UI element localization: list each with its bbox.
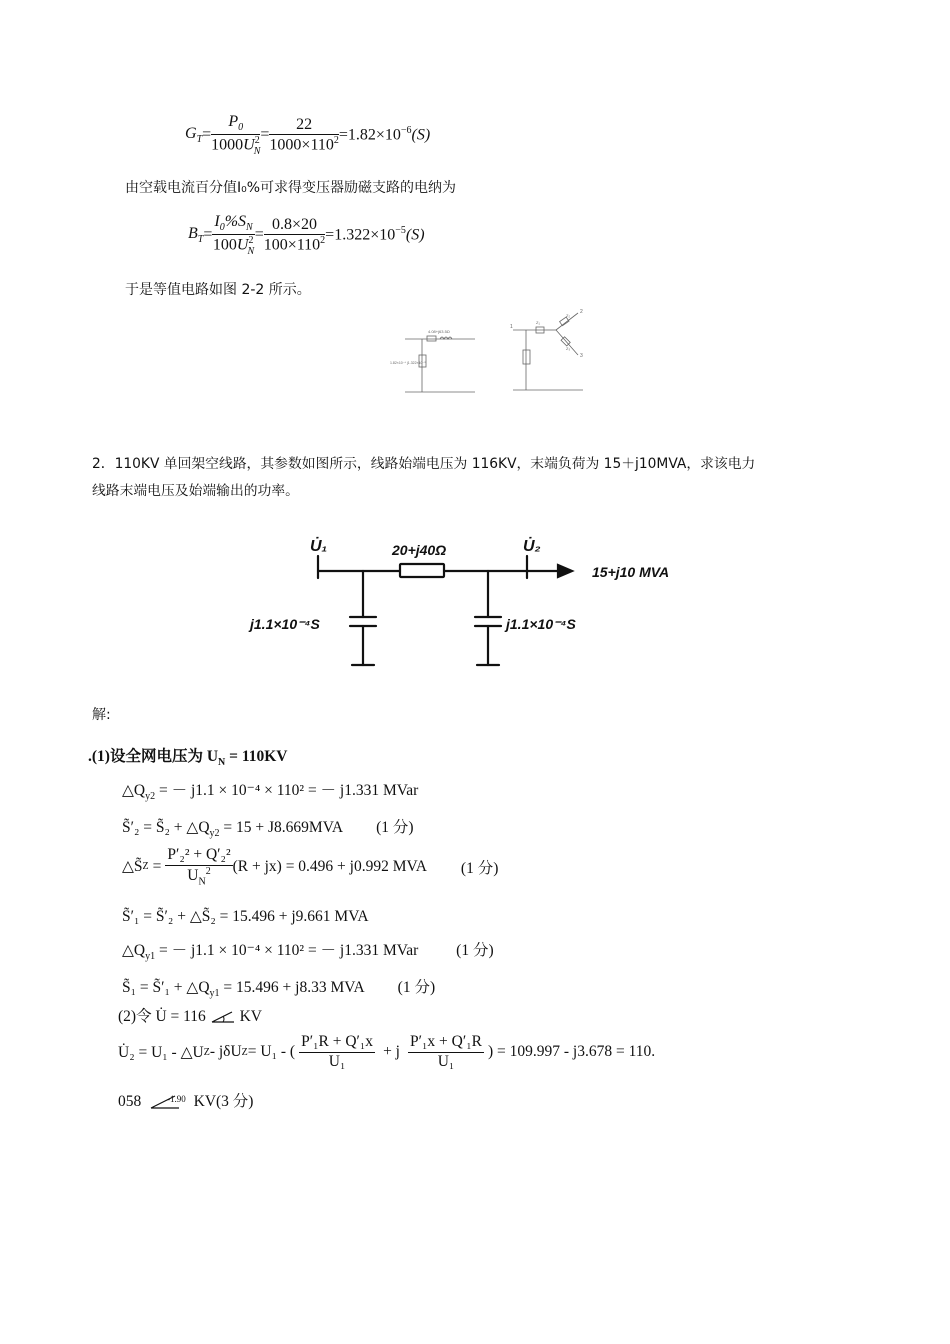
figure-2-2-left-circuit bbox=[390, 322, 480, 402]
bt-lhs: $B_T$ bbox=[188, 224, 204, 245]
circuit-impedance-label: 20+j40Ω bbox=[392, 542, 447, 558]
circuit-u1-label: U̇₁ bbox=[310, 538, 328, 555]
fig22-node-1: 1 bbox=[510, 324, 513, 330]
solution-line-6: $\triangle Q_{y1}$ = － j1.1 × 10⁻⁴ × 110² = － j1.331 MVar (1 分) bbox=[122, 942, 494, 963]
bt-result: $=1.322\times 10^{-5}(S)$ bbox=[325, 225, 425, 244]
solution-line-2: $\triangle Q_{y2}$ = － j1.1 × 10⁻⁴ × 110² = － j1.331 MVar bbox=[122, 782, 419, 803]
gt-fraction-2: $\frac{22}{1000\times 110^2}$ bbox=[269, 116, 339, 154]
bt-fraction-1: $\frac{I_0\%S_N}{100U^2_N}$ bbox=[212, 213, 255, 257]
problem-2-line-2: 线路末端电压及始端输出的功率。 bbox=[92, 483, 299, 499]
figure-2-2-right-circuit bbox=[508, 305, 593, 400]
gt-result: $=1.82\times 10^{-6}(S)$ bbox=[338, 125, 431, 144]
fig22-left-branch-label: 1.82×10⁻⁶ j1.322×10⁻⁵ bbox=[390, 361, 426, 365]
gt-equation: $G_T$ = $\frac{P_0}{1000U^2_N}$ = $\frac{22}{1000\times 110^2}$ $=1.82\times 10^{-6}(S)$ bbox=[185, 113, 431, 157]
bt-fraction-2: $\frac{0.8\times 20}{100\times 110^2}$ bbox=[263, 216, 326, 254]
solution-line-5: S̃′₁ = S̃′₂ + △S̃₂ = 15.496 + j9.661 MVA bbox=[122, 908, 369, 925]
gt-lhs: $G_T$ bbox=[185, 124, 203, 145]
solution-line-1: .(1)设全网电压为 $U_N = 110KV$ bbox=[88, 748, 288, 769]
solution-line-4-fraction: $\frac{\text{P′₂² + Q′₂²}}{U_N^2}$ bbox=[167, 846, 231, 887]
fig22-left-top-label: 4.08+j63.5Ω bbox=[428, 329, 450, 334]
circuit-load-label: 15+j10 MVA bbox=[592, 564, 670, 580]
transmission-line-circuit bbox=[240, 525, 720, 685]
bt-intro-paragraph: 由空载电流百分值I₀%可求得变压器励磁支路的电纳为 bbox=[125, 180, 457, 196]
circuit-u2-label: U̇₂ bbox=[523, 538, 541, 555]
solution-label: 解: bbox=[92, 707, 111, 723]
fig22-z2: Z₂ bbox=[566, 313, 570, 318]
solution-line-3: S̃′₂ = S̃₂ + $\triangle Q_{y2} = 15 + J8.669MVA$ (1 分) bbox=[122, 819, 414, 840]
solution-line-10: 058 $^{-1.90}$ KV(3 分) bbox=[118, 1093, 254, 1110]
angle-symbol bbox=[210, 1010, 236, 1024]
fig22-node-3: 3 bbox=[580, 353, 583, 359]
fig22-z3: Z₃ bbox=[566, 346, 571, 351]
figure-reference-paragraph: 于是等值电路如图 2-2 所示。 bbox=[125, 282, 311, 298]
bt-equation: $B_T$ = $\frac{I_0\%S_N}{100U^2_N}$ = $\frac{0.8\times 20}{100\times 110^2}$ $=1.322\times 10^{-5}(S)$ bbox=[188, 213, 425, 257]
circuit-left-capacitor-label: j1.1×10⁻⁴S bbox=[250, 616, 320, 632]
problem-2-line-1: 2．110KV 单回架空线路，其参数如图所示，线路始端电压为 116KV，末端负荷为 15＋j10MVA，求该电力 bbox=[92, 456, 756, 472]
solution-line-9: U̇₂ = U₁ - △U Z - jδU Z = U₁ - ( $\frac{\text{P′₁R + Q′₁x}}{\text{U₁}}$ + j $\frac{\text{P′₁x + Q′₁R}}{\text{U₁}}$ ) = 109.997 - j3.678 = 110. bbox=[118, 1033, 656, 1070]
circuit-right-capacitor-label: j1.1×10⁻⁴S bbox=[506, 616, 576, 632]
gt-fraction-1: $\frac{P_0}{1000U^2_N}$ bbox=[211, 113, 261, 157]
solution-line-9-fraction-1: $\frac{\text{P′₁R + Q′₁x}}{\text{U₁}}$ bbox=[301, 1033, 374, 1070]
solution-line-4: △S̃ Z = $\frac{\text{P′₂² + Q′₂²}}{U_N^2}$ (R + jx) = 0.496 + j0.992 MVA (1 分) bbox=[122, 846, 499, 887]
solution-line-7: S̃₁ = S̃′₁ + $\triangle Q_{y1} = 15.496 + j8.33$ MVA (1 分) bbox=[122, 979, 436, 1000]
fig22-z1: Z₁ bbox=[536, 320, 540, 325]
fig22-node-2: 2 bbox=[580, 309, 583, 315]
solution-line-9-fraction-2: $\frac{\text{P′₁x + Q′₁R}}{\text{U₁}}$ bbox=[410, 1033, 482, 1070]
solution-line-8: (2)令 U̇ = 116 KV bbox=[118, 1008, 262, 1025]
